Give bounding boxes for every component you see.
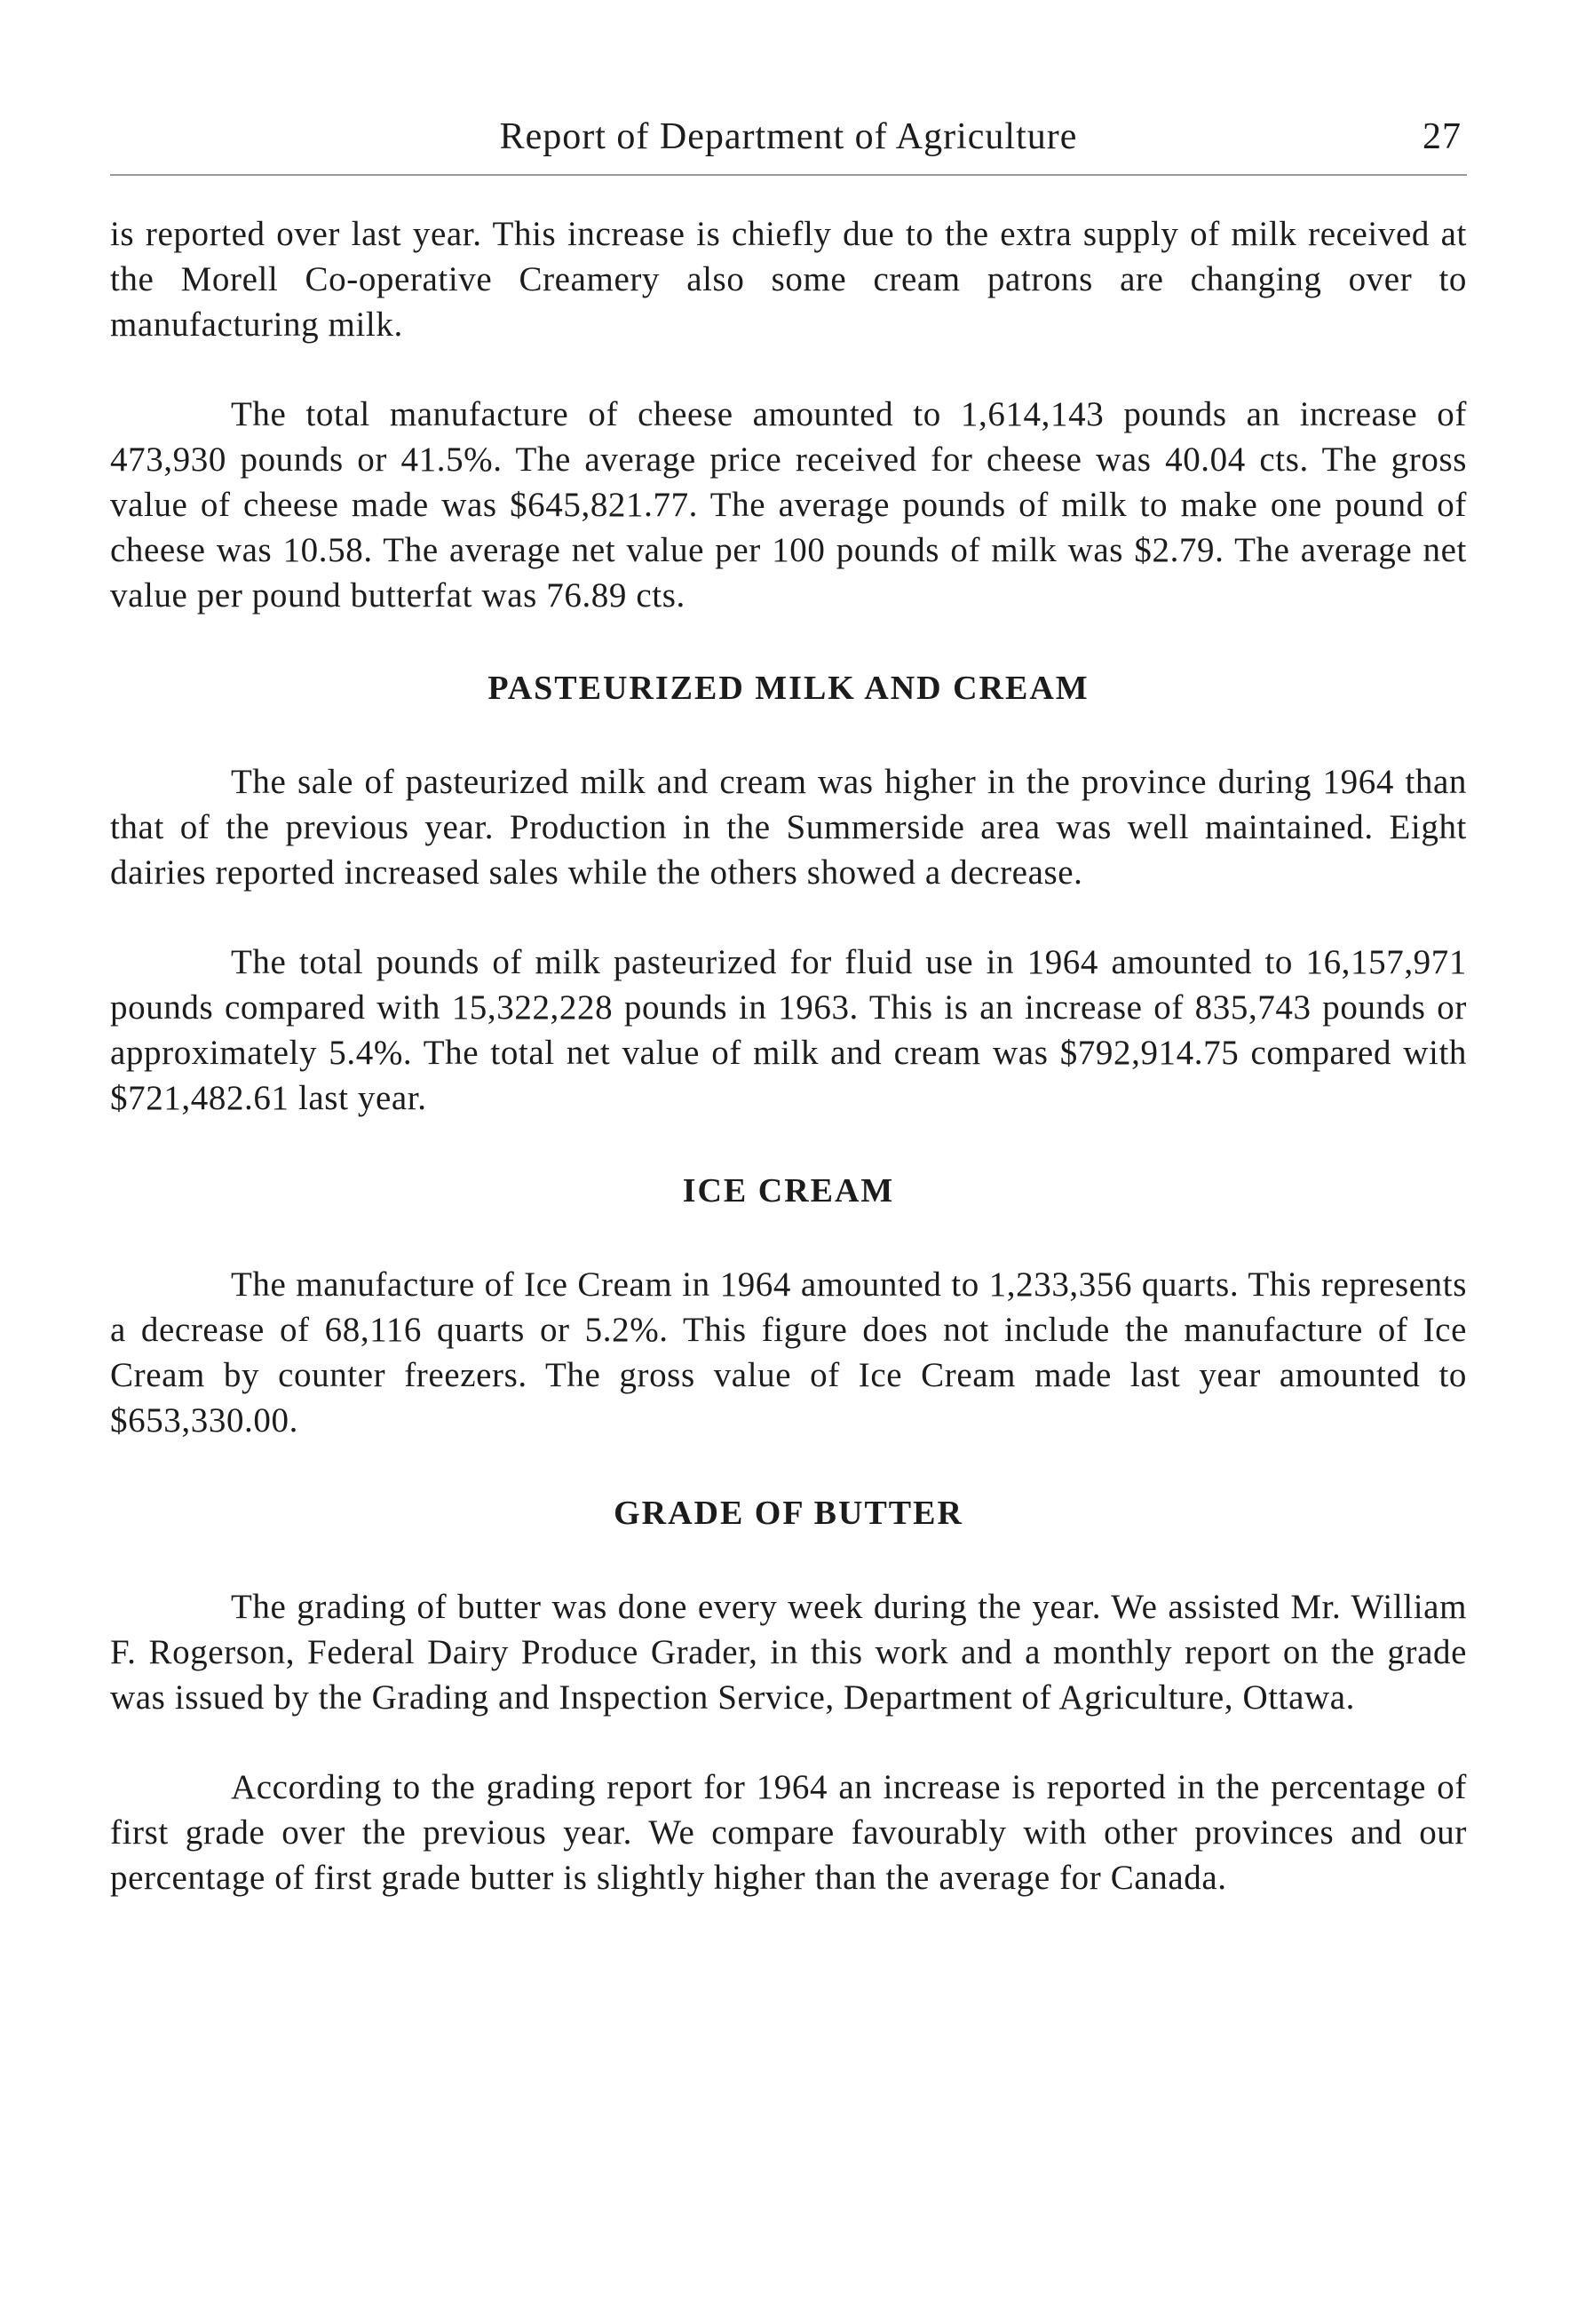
section-heading-pasteurized: PASTEURIZED MILK AND CREAM [487,670,1090,707]
document-page [110,115,1467,1900]
running-header [110,115,1467,172]
running-header-title: Report of Department of Agriculture [499,116,1078,157]
paragraph-pasteurized-totals: The total pounds of milk pasteurized for fluid use in 1964 amounted to 16,157,971 pounds compared with 15,322,228 pounds in 1963. This is an increase of 835,743 pounds or approximately 5.4%. The total net value of milk and cream was $792,914.75 compared with $721,482.61 last year. [110,943,1467,1117]
paragraph-pasteurized-sales: The sale of pasteurized milk and cream was higher in the province during 1964 than that of the previous year. Production in the Summerside area was well maintained. Eight dairies reported increased sales while the others showed a decrease. [110,763,1467,892]
page-number: 27 [1422,116,1462,157]
header-rule [110,174,1467,176]
paragraph-cheese: The total manufacture of cheese amounted to 1,614,143 pounds an increase of 473,930 pounds or 41.5%. The average price received for cheese was 40.04 cts. The gross value of cheese made was $645,821.77. The average pounds of milk to make one pound of cheese was 10.58. The average net value per 100 pounds of milk was $2.79. The average net value per pound butterfat was 76.89 cts. [110,395,1467,615]
section-heading-grade-of-butter: GRADE OF BUTTER [614,1495,963,1532]
paragraph-butter-report: According to the grading report for 1964 an increase is reported in the percentage of first grade over the previous year. We compare favourably with other provinces and our percentage of first grade butter is slightly higher than the average for Canada. [110,1768,1467,1897]
paragraph-continuation: is reported over last year. This increase is chiefly due to the extra supply of milk received at the Morell Co-operative Creamery also some cream patrons are changing over to manufacturing milk. [110,215,1467,344]
paragraph-butter-grading: The grading of butter was done every week during the year. We assisted Mr. William F. Rogerson, Federal Dairy Produce Grader, in this work and a monthly report on the grade was issued by the Grading and Inspection Service, Department of Agriculture, Ottawa. [110,1588,1467,1717]
paragraph-ice-cream: The manufacture of Ice Cream in 1964 amounted to 1,233,356 quarts. This represents a decrease of 68,116 quarts or 5.2%. This figure does not include the manufacture of Ice Cream by counter freezers. The gross value of Ice Cream made last year amounted to $653,330.00. [110,1265,1467,1440]
section-heading-ice-cream: ICE CREAM [682,1172,895,1210]
